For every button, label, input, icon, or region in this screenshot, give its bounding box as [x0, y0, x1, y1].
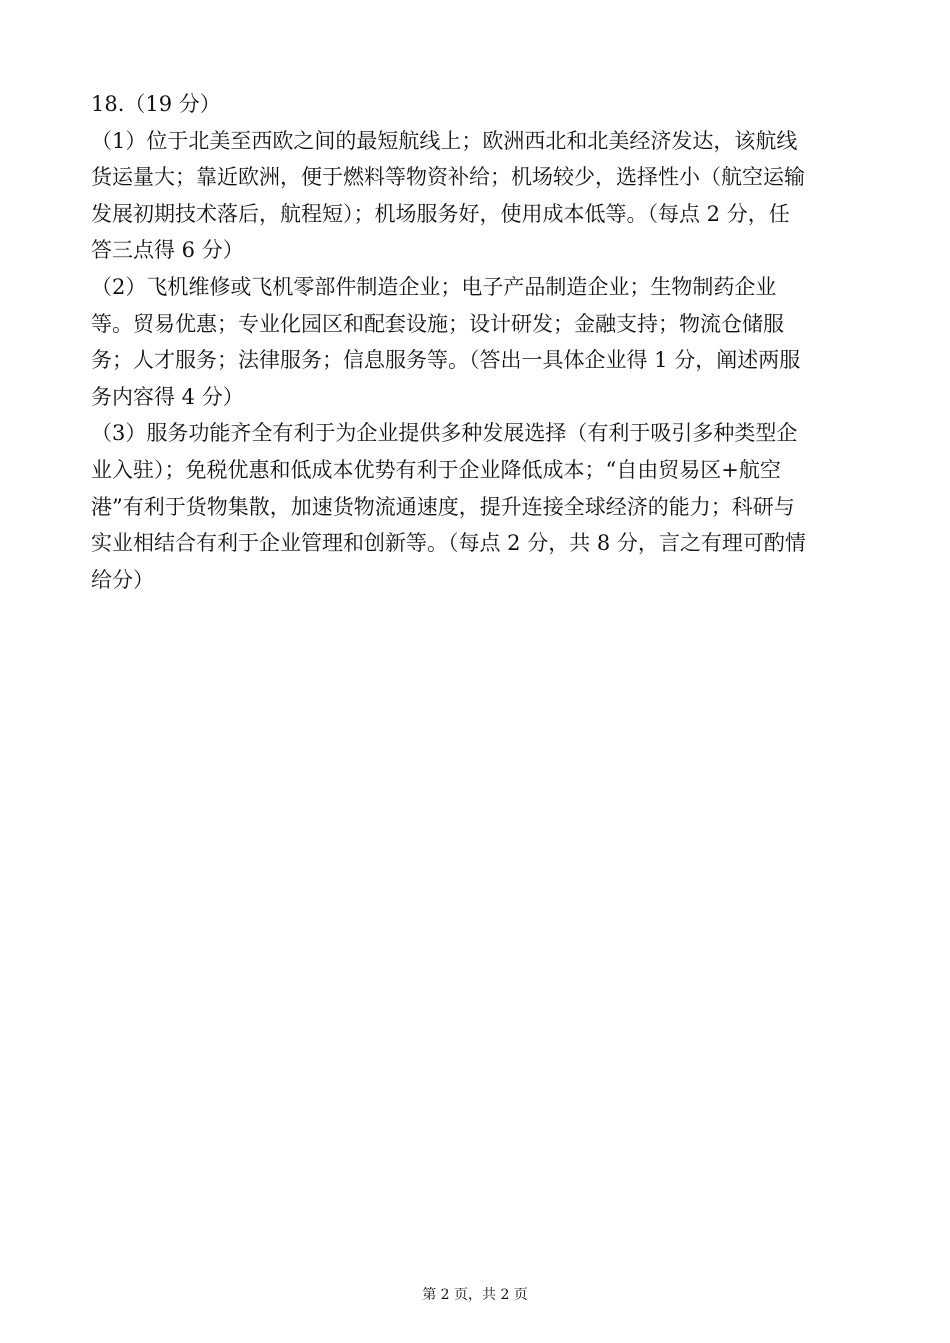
answer-part-2-line: 务；人才服务；法律服务；信息服务等。（答出一具体企业得 1 分，阐述两服: [91, 348, 801, 373]
answer-part-2-line: 务内容得 4 分）: [91, 384, 244, 409]
answer-part-3-line: （3）服务功能齐全有利于为企业提供多种发展选择（有利于吸引多种类型企: [91, 421, 798, 446]
answer-part-1-line: （1）位于北美至西欧之间的最短航线上；欧洲西北和北美经济发达，该航线: [91, 128, 798, 153]
answer-part-2-line: （2）飞机维修或飞机零部件制造企业；电子产品制造企业；生物制药企业: [91, 274, 777, 299]
answer-part-3: [91, 415, 863, 598]
answer-part-2: [91, 269, 863, 415]
answer-part-3-line: 业入驻）；免税优惠和低成本优势有利于企业降低成本；“自由贸易区+航空: [91, 457, 781, 482]
page-number-footer: 第 2 页，共 2 页: [422, 1287, 528, 1303]
answer-content: [91, 86, 863, 598]
question-heading: 18.（19 分）: [91, 92, 221, 116]
answer-part-1: [91, 123, 863, 269]
answer-part-3-line: 港”有利于货物集散，加速货物流通速度，提升连接全球经济的能力；科研与: [91, 494, 795, 519]
answer-part-1-line: 发展初期技术落后，航程短）；机场服务好，使用成本低等。（每点 2 分，任: [91, 201, 790, 226]
answer-part-3-line: 实业相结合有利于企业管理和创新等。（每点 2 分，共 8 分，言之有理可酌情: [91, 531, 806, 556]
answer-part-3-line: 给分）: [91, 567, 154, 592]
answer-part-1-line: 答三点得 6 分）: [91, 238, 244, 263]
answer-part-2-line: 等。贸易优惠；专业化园区和配套设施；设计研发；金融支持；物流仓储服: [91, 311, 784, 336]
answer-part-1-line: 货运量大；靠近欧洲，便于燃料等物资补给；机场较少，选择性小（航空运输: [91, 165, 805, 190]
